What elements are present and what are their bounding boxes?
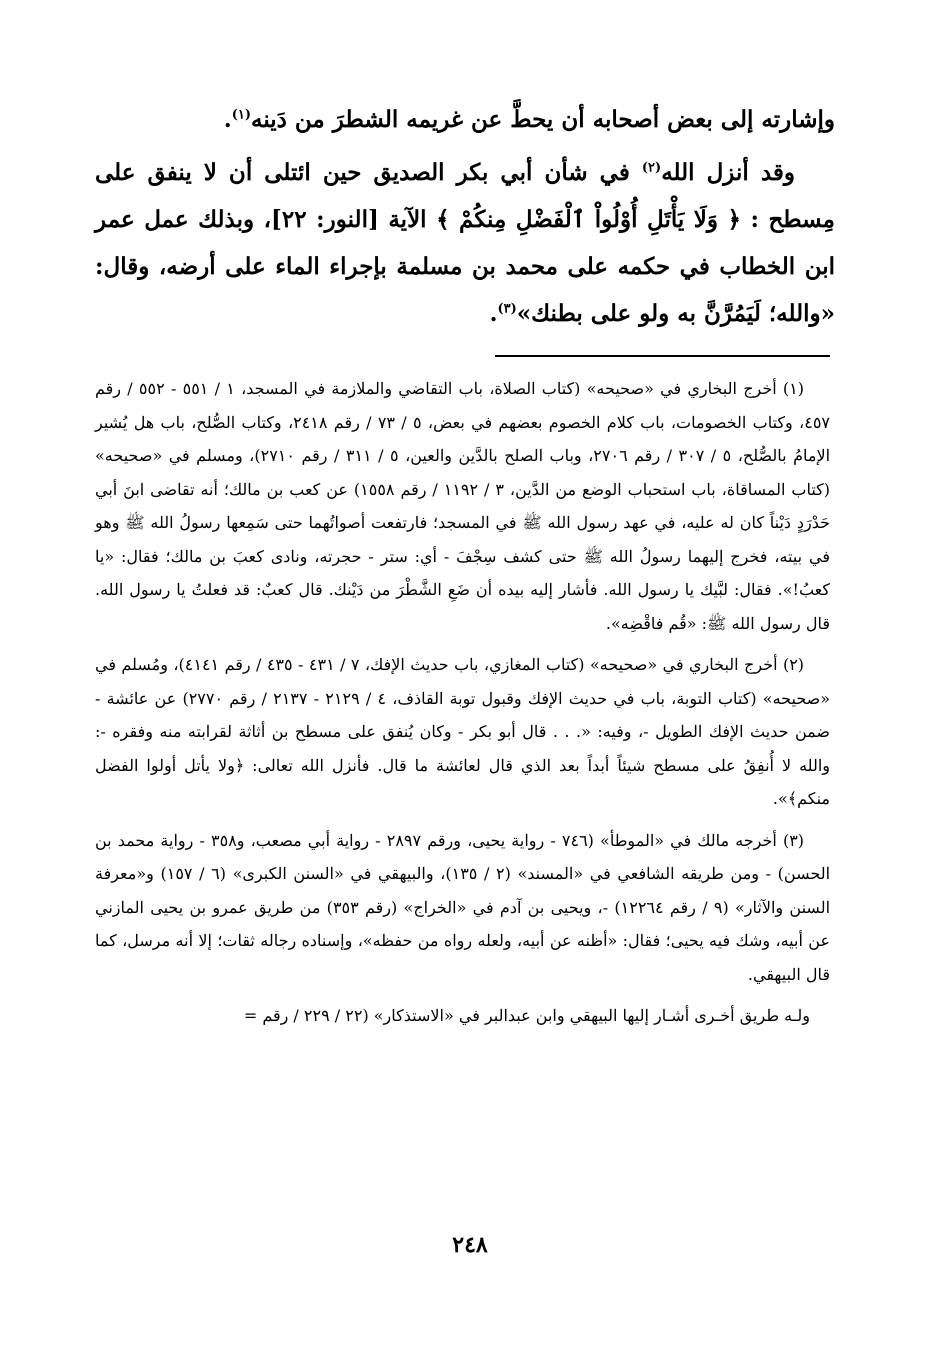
footnote-3-continuation: ولـه طريق أخـرى أشـار إليها البيهقي وابن عبدالبر في «الاستذكار» (٢٢ / ٢٢٩ / رقم = xyxy=(243,1006,810,1025)
footnote-3: (٣) أخرجه مالك في «الموطأ» (٧٤٦ - رواية يحيى، ورقم ٢٨٩٧ - رواية أبي مصعب، و٣٥٨ - رواية محمد بن الحسن) - ومن طريقه الشافعي في «المسند» (٢ / ١٣٥)، والبيهقي في «السنن الكبرى» (٦ / ١٥٧) و«معرفة السنن والآثار» (٩ / رقم ١٢٢٦٤) -، ويحيى بن آدم في «الخراج» (رقم ٣٥٣) من طريق عمرو بن يحيى المازني عن أبيه، وشك فيه يحيى؛ فقال: «أظنه عن أبيه، ولعله رواه من حفظه»، وإسناده رجاله ثقات؛ إلا أنه مرسل، كما قال البيهقي. xyxy=(95,830,831,984)
footnote-divider xyxy=(495,355,830,357)
main-paragraph-2 xyxy=(95,149,835,337)
footnote-ref-1: (١) xyxy=(231,107,251,123)
main-paragraph-2-text-b: في شأن أبي بكر الصديق حين ائتلى أن لا ينفق على مِسطح : ﴿ وَلَا يَأْتَلِ أُوْلُواْ ٱلْفَضْلِ مِنكُمْ ﴾ الآية [النور: ٢٢]، وبذلك عمل عمر ابن الخطاب في حكمه على محمد بن مسلمة بإجراء الماء على أرضه، وقال: «والله؛ لَيَمُرَّنَّ به ولو على بطنك» xyxy=(95,159,836,327)
page-number: ٢٤٨ xyxy=(452,1232,488,1258)
footnote-ref-3: (٣) xyxy=(497,301,517,317)
main-paragraph-1-text: وإشارته إلى بعض أصحابه أن يحطَّ عن غريمه الشطرَ من دَينه xyxy=(251,106,835,133)
footnote-2: (٢) أخرج البخاري في «صحيحه» (كتاب المغازي، باب حديث الإفك، ٧ / ٤٣١ - ٤٣٥ / رقم ٤١٤١)، ومُسلم في «صحيحه» (كتاب التوبة، باب في حديث الإفك وقبول توبة القاذف، ٤ / ٢١٢٩ - ٢١٣٧ / رقم ٢٧٧٠) عن عائشة - ضمن حديث الإفك الطويل -، وفيه: «. . . قال أبو بكر - وكان يُنفق على مسطح بن أثاثة لقرابته منه وفقره -: والله لا أُنفِقُ على مسطح شيئاً أبداً بعد الذي قال لعائشة ما قال. فأنزل الله تعالى: ﴿ولا يأتل أولوا الفضل منكم﴾». xyxy=(95,655,831,808)
main-text xyxy=(95,96,835,337)
footnote-1: (١) أخرج البخاري في «صحيحه» (كتاب الصلاة، باب التقاضي والملازمة في المسجد، ١ / ٥٥١ - ٥٥٢ / رقم ٤٥٧، وكتاب الخصومات، باب كلام الخصوم بعضهم في بعض، ٥ / ٧٣ / رقم ٢٤١٨، وكتاب الصُّلح، باب هل يُشير الإمامُ بالصُّلح، ٥ / ٣٠٧ / رقم ٢٧٠٦، وباب الصلح بالدَّين والعين، ٥ / ٣١١ / رقم ٢٧١٠)، ومسلم في «صحيحه» (كتاب المساقاة، باب استحباب الوضع من الدَّين، ٣ / ١١٩٢ / رقم ١٥٥٨) عن كعب بن مالك؛ أنه تقاضى ابنَ أبي حَدْرَدٍ دَيْناً كان له عليه، في عهد رسول الله ﷺ في المسجد؛ فارتفعت أصواتُهما حتى سَمِعها رسولُ الله ﷺ وهو في بيته، فخرج إليهما رسولُ الله ﷺ حتى كشف سِجْفَ - أي: ستر - حجرته، ونادى كعبَ بن مالك؛ فقال: «يا كعبُ!». فقال: لبَّيك يا رسول الله. فأشار إليه بيده أن ضَعِ الشَّطْرَ من دَيْنك. قال كعبٌ: قد فعلتُ يا رسول الله. قال رسول الله ﷺ: «قُم فاقْضِه». xyxy=(95,379,831,633)
main-paragraph-2-text-a: وقد أنزل الله xyxy=(661,159,795,186)
main-paragraph-1-end: . xyxy=(223,106,232,133)
main-paragraph-2-end: . xyxy=(489,300,498,327)
footnote-ref-2: (٢) xyxy=(641,160,662,176)
footnotes xyxy=(95,372,830,1033)
main-paragraph-1 xyxy=(95,96,835,143)
